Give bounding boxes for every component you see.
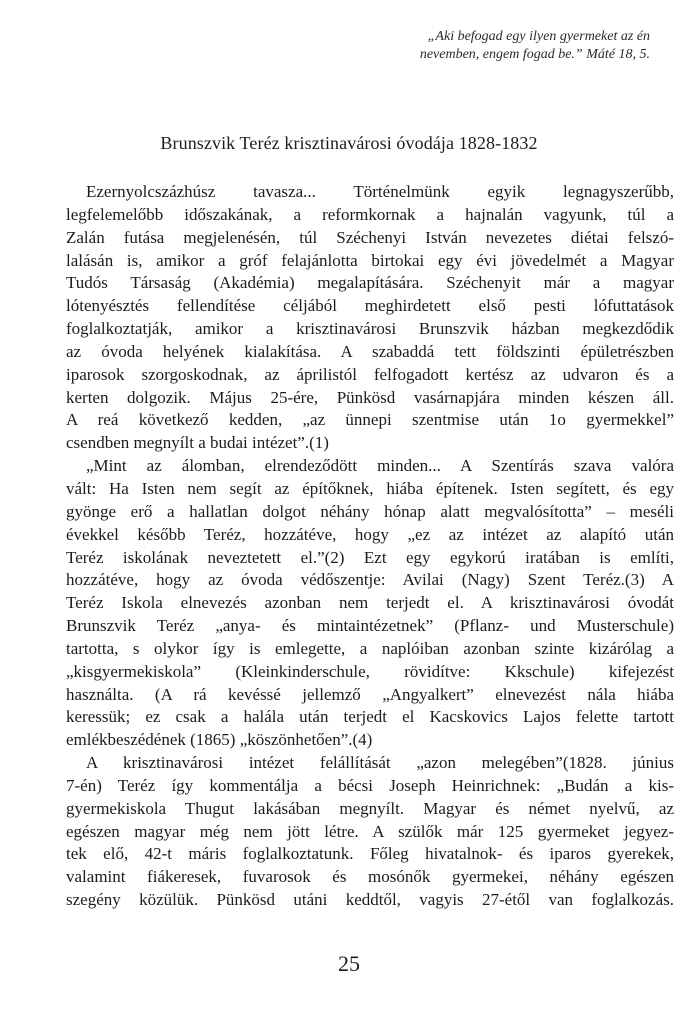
text-line: egészen magyar még nem jött létre. A szülők már 125 gyermeket jegyez- — [66, 821, 674, 841]
epigraph — [350, 28, 650, 64]
text-line: évekkel később Teréz, hozzátéve, hogy „ez az intézet az alapító után — [66, 524, 674, 544]
text-line: Teréz iskolának neveztetett el.”(2) Ezt egy egykorú iratában is említi, — [66, 547, 674, 567]
text-line: Tudós Társaság (Akadémia) megalapítására. Széchenyit már a magyar — [66, 273, 674, 293]
paragraph-1 — [66, 181, 674, 455]
text-line: „kisgyermekiskola” (Kleinkinderschule, rövidítve: Kkschule) kifejezést — [66, 661, 674, 681]
text-line: tartotta, s olykor így is emlegette, a naplóiban azonban szinte kizárólag a — [66, 638, 674, 658]
text-line: A reá következő kedden, „az ünnepi szentmise után 1o gyermekkel” — [66, 410, 674, 430]
text-line: keressük; ez csak a halála után terjedt el Kacskovics Lajos felette tartott — [66, 707, 674, 727]
page-number: 25 — [338, 951, 360, 976]
text-line: vált: Ha Isten nem segít az építőknek, hiába építenek. Isten segített, és egy — [66, 478, 674, 498]
chapter-title: Brunszvik Teréz krisztinavárosi óvodája 1828-1832 — [160, 133, 538, 153]
text-line: legfelemelőbb időszakának, a reformkornak a hajnalán vagyunk, túl a — [66, 204, 674, 224]
text-line: 7-én) Teréz így kommentálja a bécsi Joseph Heinrichnek: „Budán a kis- — [66, 775, 674, 795]
epigraph-line-2: nevemben, engem fogad be.” Máté 18, 5. — [419, 47, 650, 62]
text-line: A krisztinavárosi intézet felállítását „azon melegében”(1828. június — [86, 753, 674, 773]
text-line: gyönge erő a hallatlan dolgot néhány hónap alatt megvalósította” – meséli — [66, 501, 674, 521]
epigraph-line-1: „Aki befogad egy ilyen gyermeket az én — [427, 29, 650, 44]
text-line: emlékbeszédének (1865) „köszönhetően”.(4) — [66, 730, 373, 750]
text-line: Brunszvik Teréz „anya- és mintaintézetnek” (Pflanz- und Musterschule) — [66, 616, 674, 636]
text-line: gyermekiskola Thugut lakásában megnyílt. Magyar és német nyelvű, az — [66, 798, 674, 818]
text-line: iparosok szorgoskodnak, az áprilistól felfogadott kertész az udvaron és a — [66, 364, 674, 384]
text-line: használta. (A rá kevéssé jellemző „Angyalkert” elnevezést nála hiába — [66, 684, 674, 704]
text-line: tek elő, 42-t máris foglalkoztatunk. Főleg hivatalnok- és iparos gyerekek, — [66, 844, 674, 864]
text-line: az óvoda helyének kialakítása. A szabaddá tett földszinti épületrészben — [66, 341, 674, 361]
text-line: lalásán is, amikor a gróf felajánlotta birtokai egy évi jövedelmét a Magyar — [66, 250, 674, 270]
text-line: valamint fiákeresek, fuvarosok és mosónők gyermekei, néhány egészen — [66, 867, 674, 887]
body-text — [66, 181, 674, 912]
text-line: Zalán futása megjelenésén, túl Széchenyi István nevezetes diétai felszó- — [66, 227, 674, 247]
text-line: Ezernyolcszázhúsz tavasza... Történelmünk egyik legnagyszerűbb, — [86, 182, 674, 201]
text-line: csendben megnyílt a budai intézet”.(1) — [66, 433, 329, 453]
paragraph-3 — [66, 752, 674, 912]
text-line: hozzátéve, hogy az óvoda védőszentje: Avilai (Nagy) Szent Teréz.(3) A — [66, 570, 674, 590]
text-line: „Mint az álomban, elrendeződött minden... A Szentírás szava valóra — [86, 456, 674, 476]
text-line: foglalkoztatják, amikor a krisztinavárosi Brunszvik házban megkezdődik — [66, 319, 674, 339]
text-line: kerten dolgozik. Május 25-ére, Pünkösd vasárnapjára minden készen áll. — [66, 387, 674, 407]
text-line: szegény közülük. Pünkösd utáni keddtől, vagyis 27-étől van foglalkozás. — [66, 890, 674, 910]
paragraph-2 — [66, 455, 674, 752]
text-line: lótenyésztés fellendítése céljából meghirdetett első pesti lófuttatások — [66, 296, 674, 316]
text-line: Teréz Iskola elnevezés azonban nem terjedt el. A krisztinavárosi óvodát — [66, 593, 674, 613]
